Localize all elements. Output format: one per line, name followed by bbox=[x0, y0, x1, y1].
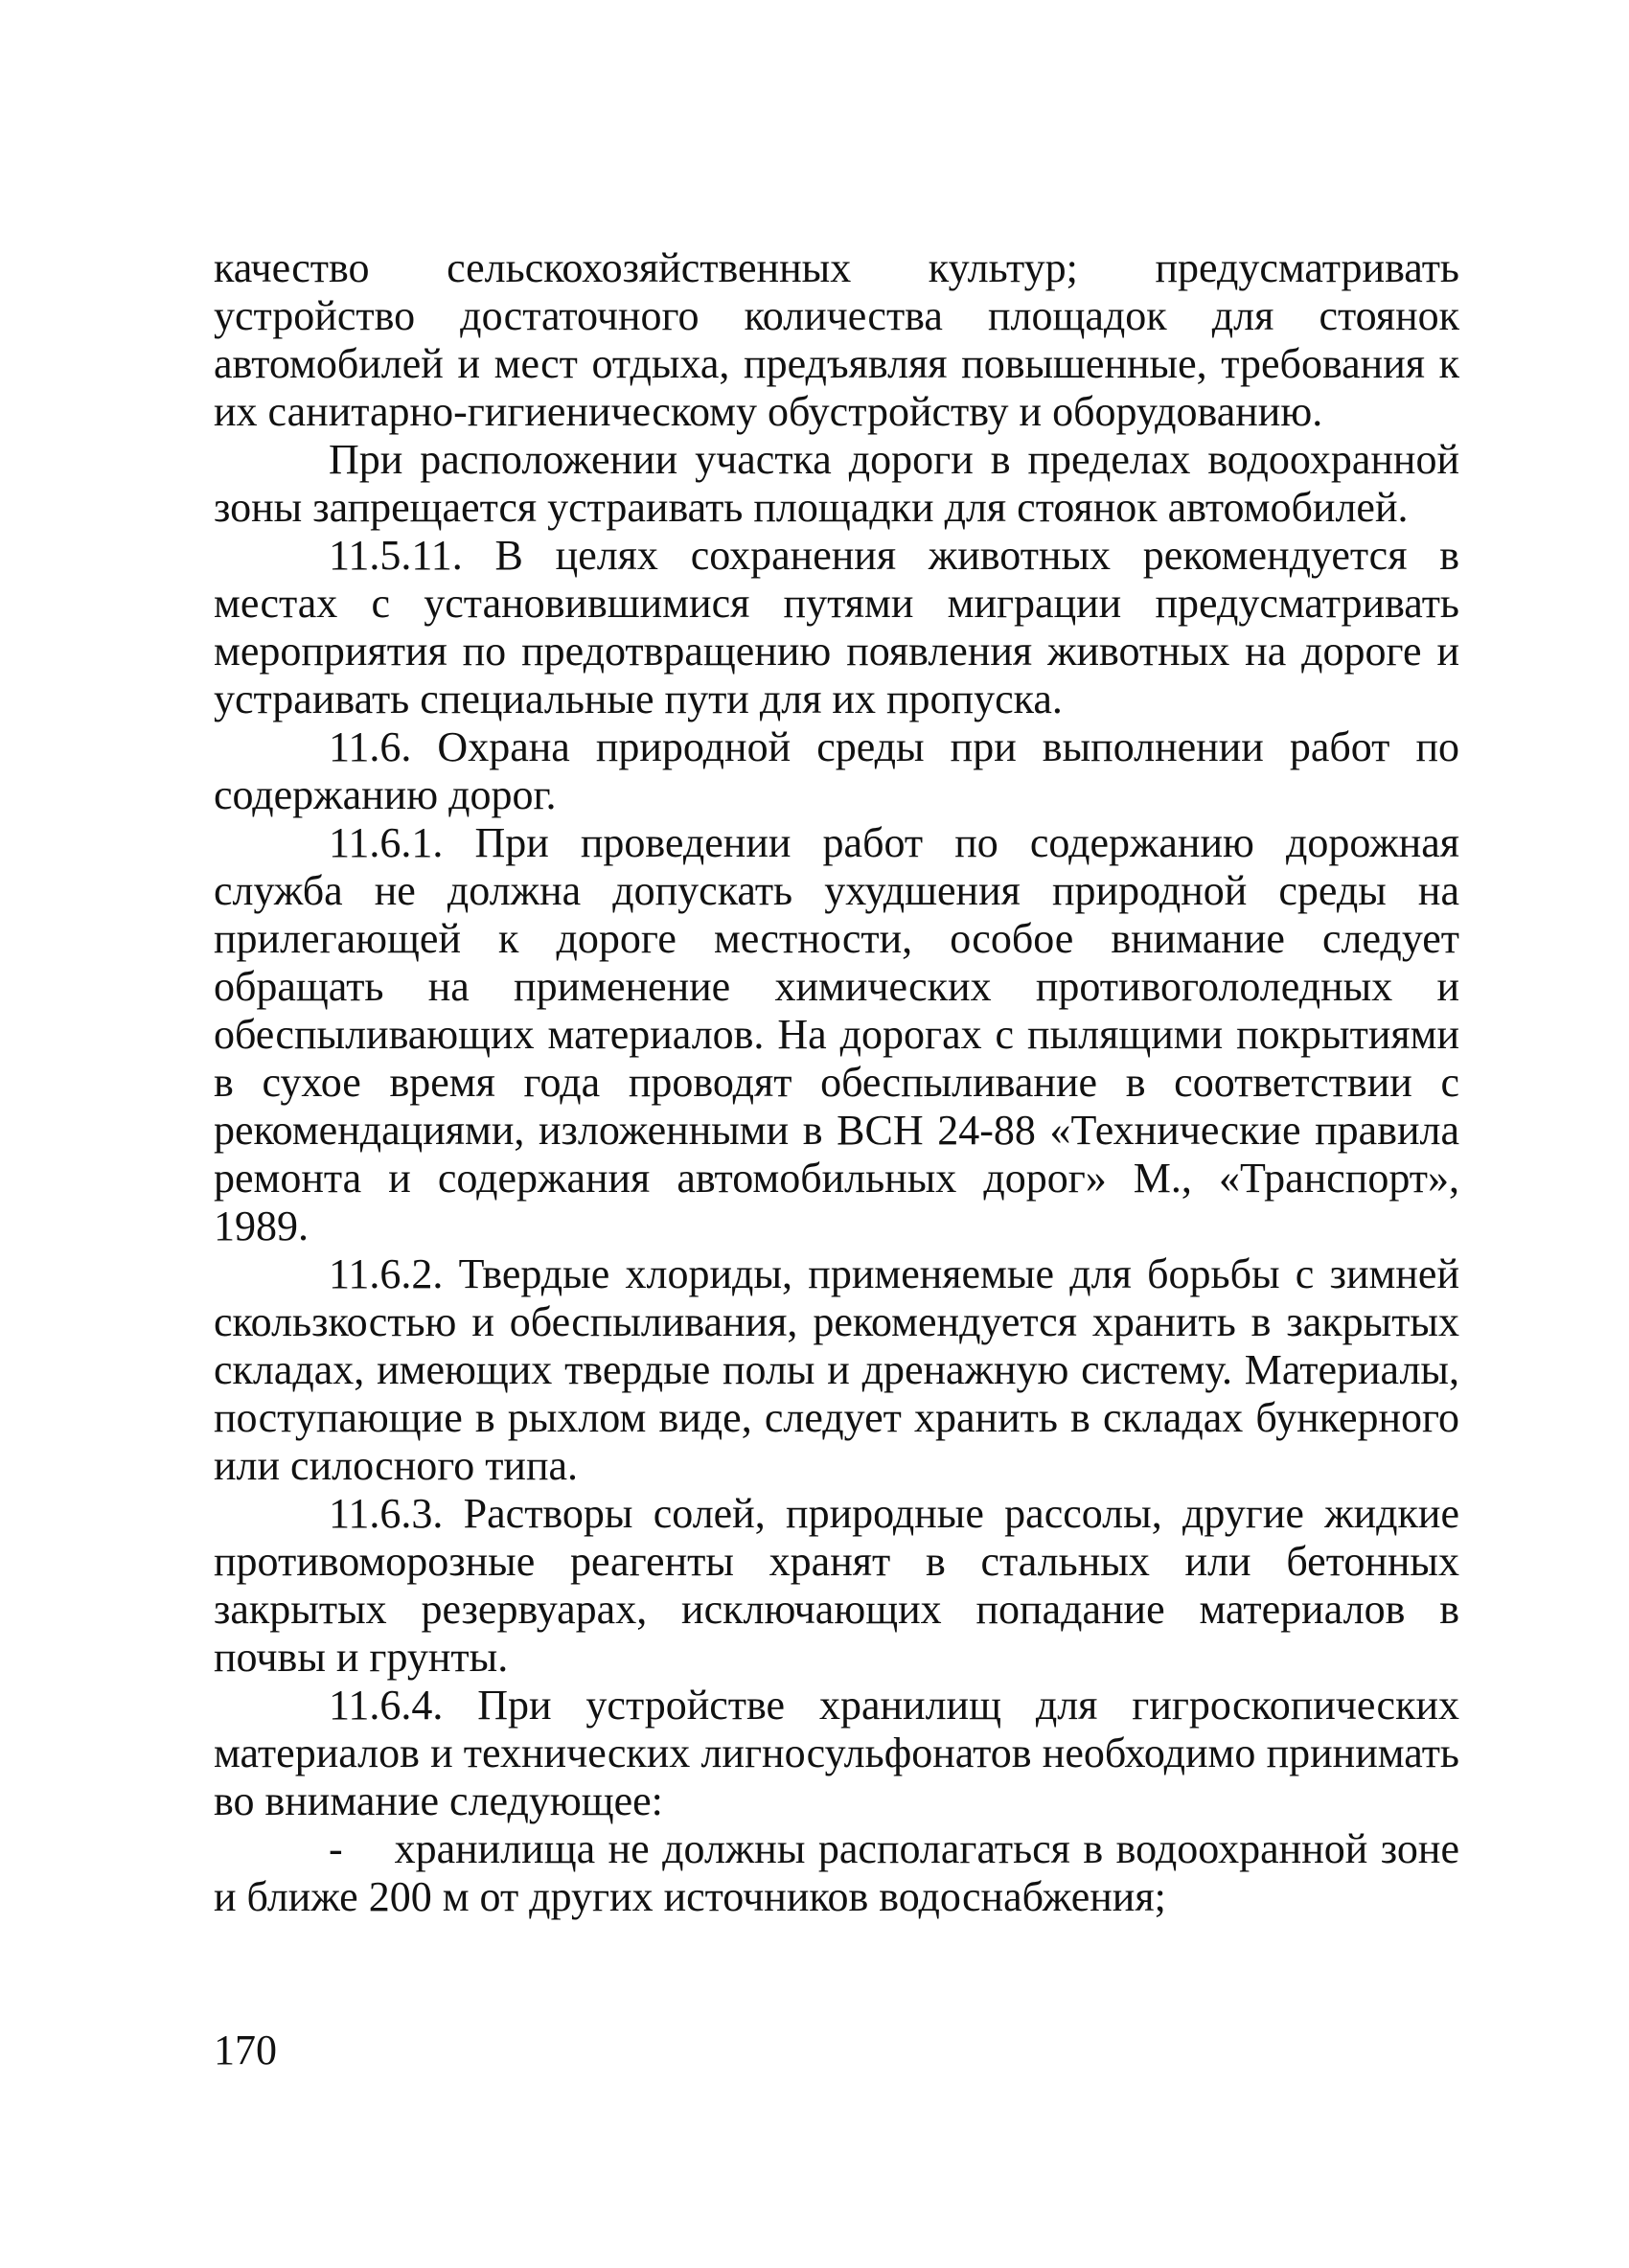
paragraph-11-6-1: 11.6.1. При проведении работ по содержанию дорожная служба не должна допускать ухудшения природной среды на прилегающей к дороге местности, особое внимание следует обращать на применение химических противогололедных и обеспыливающих материалов. На дорогах с пылящими покрытиями в сухое время года проводят обеспыливание в соответствии с рекомендациями, изложенными в ВСН 24-88 «Технические правила ремонта и содержания автомобильных дорог» М., «Транспорт», 1989. bbox=[214, 819, 1459, 1249]
paragraph-parking-restriction: При расположении участка дороги в пределах водоохранной зоны запрещается устраивать площадки для стоянок автомобилей. bbox=[214, 436, 1459, 531]
paragraph-11-6-2: 11.6.2. Твердые хлориды, применяемые для борьбы с зимней скользкостью и обеспыливания, рекомендуется хранить в закрытых складах, имеющих твердые полы и дренажную систему. Материалы, поступающие в рыхлом виде, следует хранить в складах бункерного или силосного типа. bbox=[214, 1250, 1459, 1489]
paragraph-11-6-4: 11.6.4. При устройстве хранилищ для гигроскопических материалов и технических лигносульфонатов необходимо принимать во внимание следующее: bbox=[214, 1682, 1459, 1824]
paragraph-11-6-heading: 11.6. Охрана природной среды при выполнении работ по содержанию дорог. bbox=[214, 723, 1459, 818]
list-item-storage-location: - хранилища не должны располагаться в водоохранной зоне и ближе 200 м от других источников водоснабжения; bbox=[214, 1825, 1459, 1920]
paragraph-continuation: качество сельскохозяйственных культур; предусматривать устройство достаточного количества площадок для стоянок автомобилей и мест отдыха, предъявляя повышенные, требования к их санитарно-гигиеническому обустройству и оборудованию. bbox=[214, 244, 1459, 435]
paragraph-11-6-3: 11.6.3. Растворы солей, природные рассолы, другие жидкие противоморозные реагенты хранят в стальных или бетонных закрытых резервуарах, исключающих попадание материалов в почвы и грунты. bbox=[214, 1490, 1459, 1681]
paragraph-11-5-11: 11.5.11. В целях сохранения животных рекомендуется в местах с установившимися путями миграции предусматривать мероприятия по предотвращению появления животных на дороге и устраивать специальные пути для их пропуска. bbox=[214, 532, 1459, 722]
page-number: 170 bbox=[214, 2027, 277, 2073]
body-text bbox=[214, 244, 1459, 1921]
